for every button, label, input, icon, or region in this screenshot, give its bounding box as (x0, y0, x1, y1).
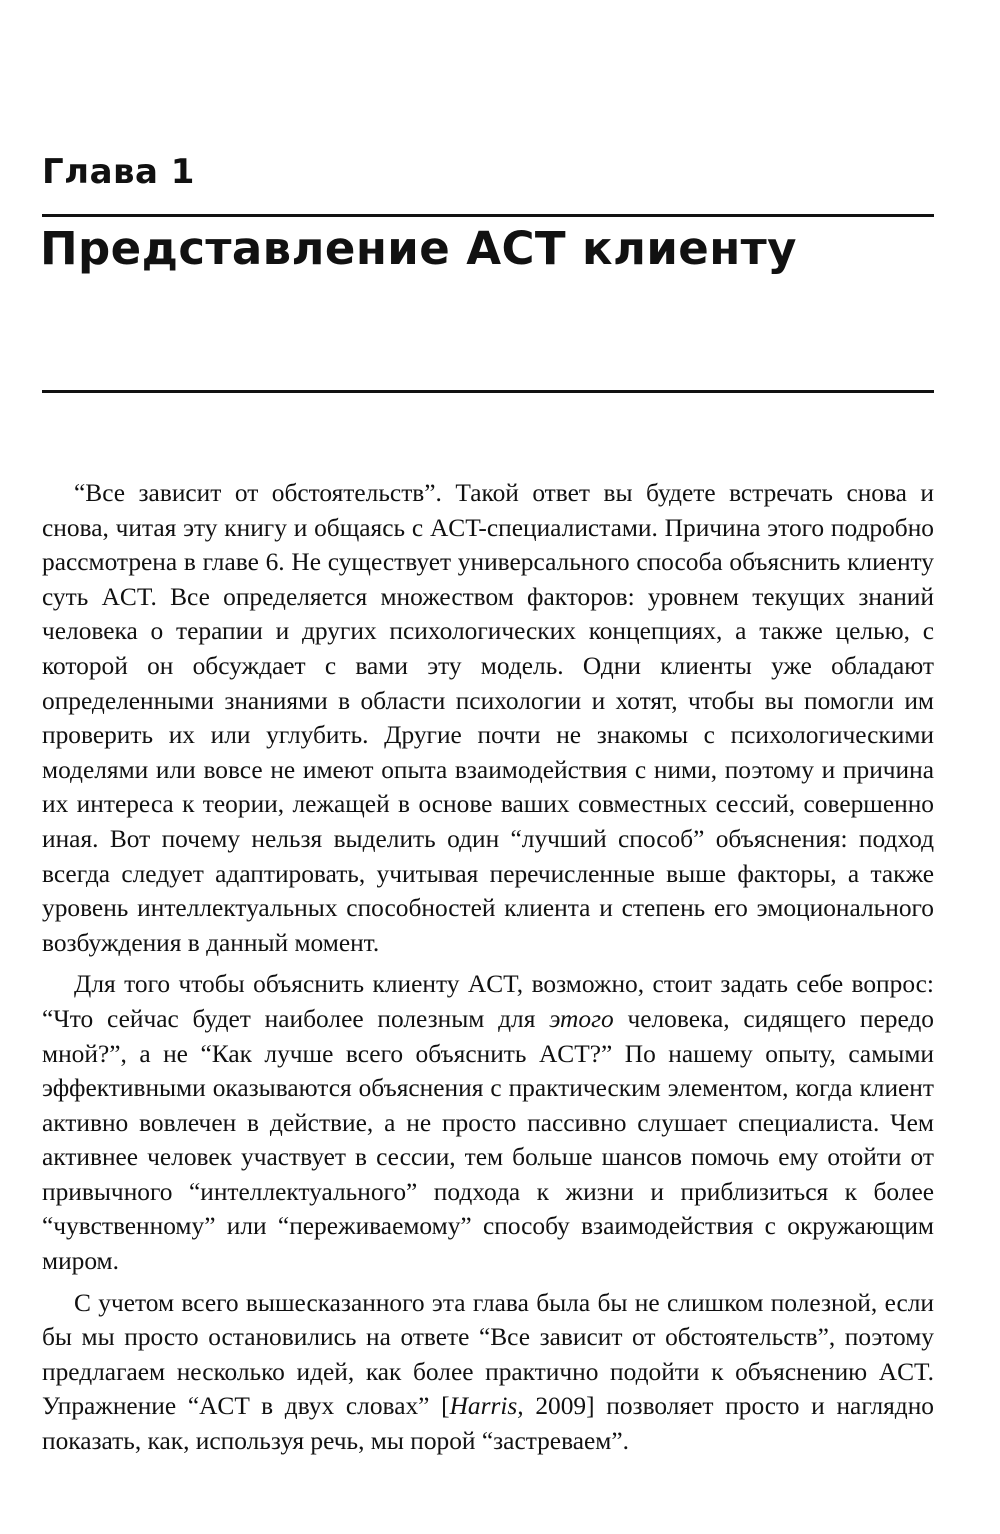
top-rule (42, 214, 934, 217)
paragraph-3 (42, 1286, 934, 1459)
emphasis: этого (549, 1004, 614, 1033)
text-run: человека, сидящего передо мной?”, а не “Как лучше всего объяснить ACT?” По нашему опыту, самыми эффективными оказываются объяснения с практическим элементом, когда клиент активно вовлечен в действие, а не просто пассивно слушает специалиста. Чем активнее человек участвует в сессии, тем больше шансов помочь ему отойти от привычного “интеллектуального” подхода к жизни и приблизиться к более “чувственному” или “переживаемому” способу взаимодействия с окружающим миром. (42, 1004, 934, 1276)
text-run: С учетом всего вышесказанного эта глава была бы не слишком полезной, если бы мы просто остановились на ответе “Все зависит от обстоятельств”, поэтому предлагаем несколько идей, как более практично подойти к объяснению ACT. Упражнение “ACT в двух словах” [ (42, 1288, 934, 1421)
paragraph-2 (42, 967, 934, 1278)
text-run: “Все зависит от обстоятельств”. Такой ответ вы будете встречать снова и снова, читая эту книгу и общаясь с ACT-специалистами. Причина этого подробно рассмотрена в главе 6. Не существует универсального способа объяснить клиенту суть ACT. Все определяется множеством факторов: уровнем текущих знаний человека о терапии и других психологических концепциях, а также целью, с которой он обсуждает с вами эту модель. Одни клиенты уже обладают определенными знаниями в области психологии и хотят, чтобы вы помогли им проверить их или углубить. Другие почти не знакомы с психологическими моделями или вовсе не имеют опыта взаимодействия с ними, поэтому и причина их интереса к теории, лежащей в основе ваших совместных сессий, совершенно иная. Вот почему нельзя выделить один “лучший способ” объяснения: подход всегда следует адаптировать, учитывая перечисленные выше факторы, а также уровень интеллектуальных способностей клиента и степень его эмоционального возбуждения в данный момент. (42, 479, 934, 957)
chapter-title: Представление ACT клиенту (40, 222, 797, 275)
citation-author: Harris, (449, 1392, 524, 1421)
text-run: 2009] позволяет просто и наглядно показать, как, используя речь, мы порой “застреваем”. (42, 1392, 934, 1456)
paragraph-1 (42, 476, 934, 960)
body-text (42, 476, 934, 1466)
bottom-rule (42, 390, 934, 393)
text-run: Для того чтобы объяснить клиенту ACT, возможно, стоит задать себе вопрос: “Что сейчас будет наиболее полезным для (42, 970, 934, 1033)
chapter-label: Глава 1 (42, 152, 195, 192)
